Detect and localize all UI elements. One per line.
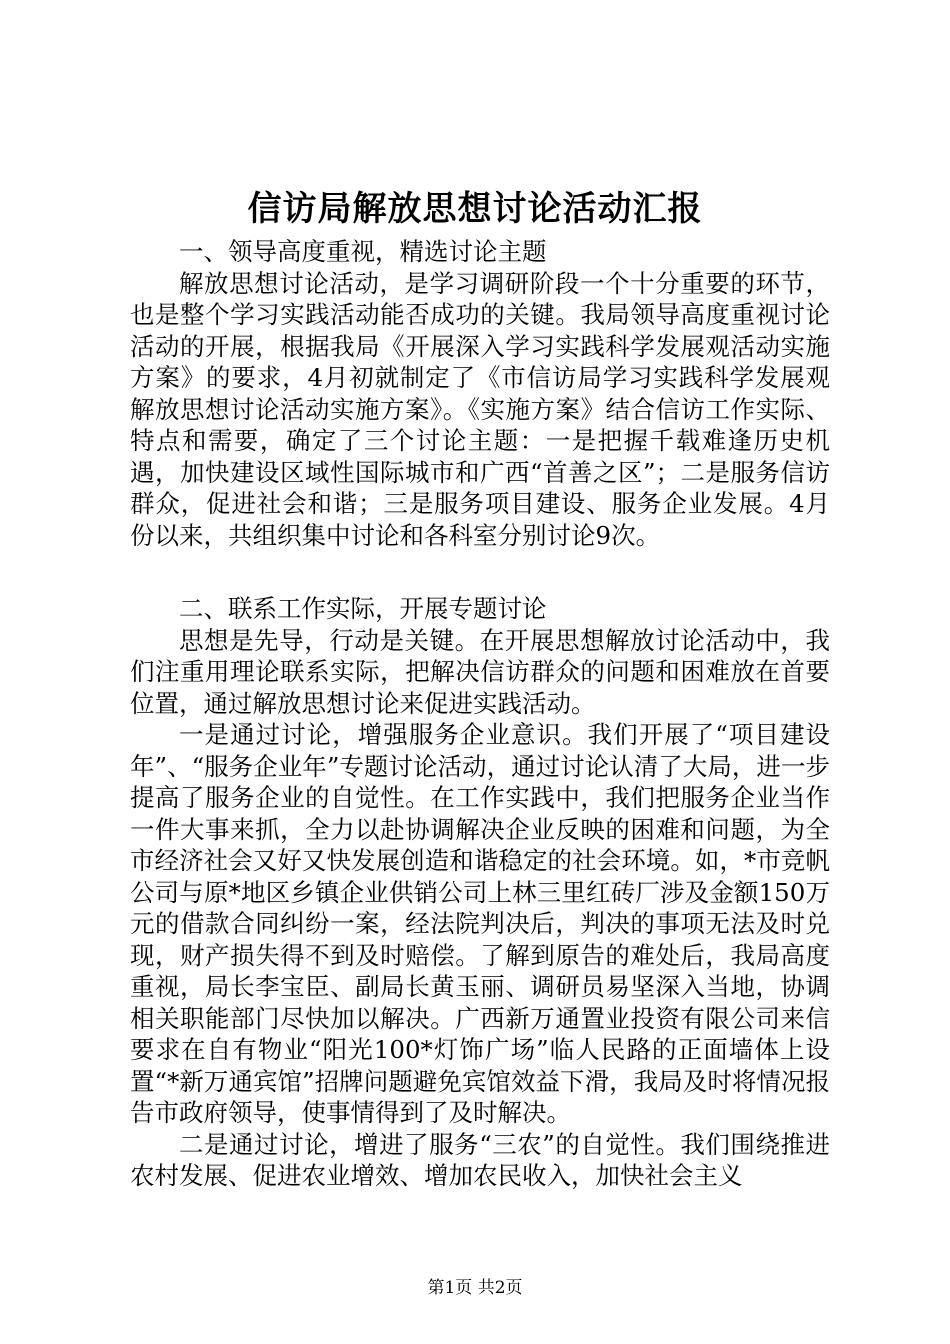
section-2 xyxy=(130,593,830,1192)
document-title: 信访局解放思想讨论活动汇报 xyxy=(247,189,703,229)
paragraph: 一是通过讨论，增强服务企业意识。我们开展了“项目建设年”、“服务企业年”专题讨论活动，通过讨论认清了大局，进一步提高了服务企业的自觉性。在工作实践中，我们把服务企业当作一件大事来抓，全力以赴协调解决企业反映的困难和问题，为全市经济社会又好又快发展创造和谐稳定的社会环境。如，*市竞帆公司与原*地区乡镇企业供销公司上林三里红砖厂涉及金额150万元的借款合同纠纷一案，经法院判决后，判决的事项无法及时兑现，财产损失得不到及时赔偿。了解到原告的难处后，我局高度重视，局长李宝臣、副局长黄玉丽、调研员易坚深入当地，协调相关职能部门尽快加以解决。广西新万通置业投资有限公司来信要求在自有物业“阳光100*灯饰广场”临人民路的正面墙体上设置“*新万通宾馆”招牌问题避免宾馆效益下滑，我局及时将情况报告市政府领导，使事情得到了及时解决。 xyxy=(130,720,830,1127)
section-spacer xyxy=(130,551,830,593)
paragraph: 思想是先导，行动是关键。在开展思想解放讨论活动中，我们注重用理论联系实际，把解决信访群众的问题和困难放在首要位置，通过解放思想讨论来促进实践活动。 xyxy=(130,625,830,718)
page-footer: 第1页 共2页 xyxy=(427,1278,523,1298)
section-1 xyxy=(130,236,830,551)
paragraph: 二是通过讨论，增进了服务“三农”的自觉性。我们围绕推进农村发展、促进农业增效、增加农民收入，加快社会主义 xyxy=(130,1129,830,1190)
document-body xyxy=(130,236,830,1192)
section-heading: 一、领导高度重视，精选讨论主题 xyxy=(179,237,547,266)
paragraph: 解放思想讨论活动，是学习调研阶段一个十分重要的环节，也是整个学习实践活动能否成功的关键。我局领导高度重视讨论活动的开展，根据我局《开展深入学习实践科学发展观活动实施方案》的要求，4月初就制定了《市信访局学习实践科学发展观解放思想讨论活动实施方案》。《实施方案》结合信访工作实际、特点和需要，确定了三个讨论主题：一是把握千载难逢历史机遇，加快建设区域性国际城市和广西“首善之区”；二是服务信访群众，促进社会和谐；三是服务项目建设、服务企业发展。4月份以来，共组织集中讨论和各科室分别讨论9次。 xyxy=(130,268,830,550)
section-heading: 二、联系工作实际，开展专题讨论 xyxy=(179,594,547,623)
